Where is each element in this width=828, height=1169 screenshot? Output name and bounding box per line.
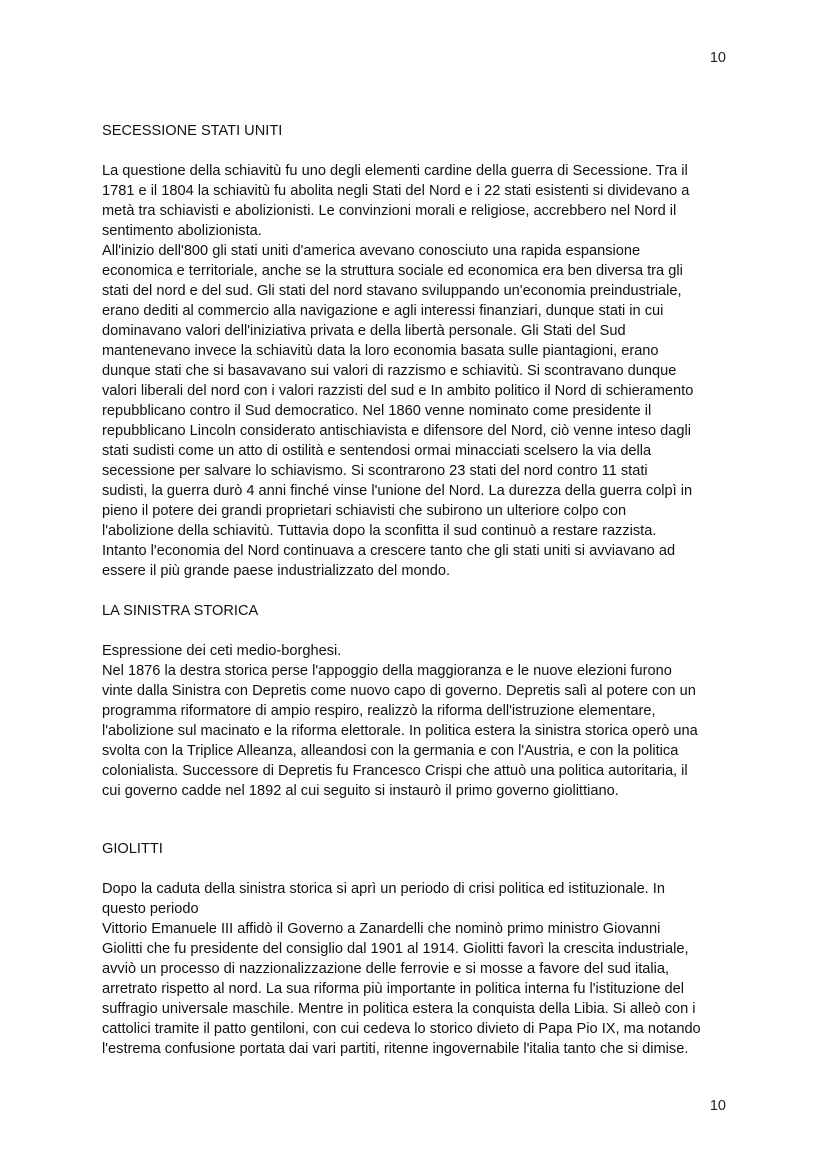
text-line: l'abolizione della schiavitù. Tuttavia dopo la sconfitta il sud continuò a restare razzista. bbox=[102, 523, 657, 539]
section-heading: SECESSIONE STATI UNITI bbox=[102, 123, 283, 139]
text-line: La questione della schiavitù fu uno degli elementi cardine della guerra di Secessione. Tra il bbox=[102, 163, 688, 179]
text-line: Giolitti che fu presidente del consiglio dal 1901 al 1914. Giolitti favorì la crescita industriale, bbox=[102, 941, 689, 957]
text-line: questo periodo bbox=[102, 901, 199, 917]
text-line: valori liberali del nord con i valori razzisti del sud e In ambito politico il Nord di schieramento bbox=[102, 383, 694, 399]
page-number-bottom: 10 bbox=[709, 1098, 726, 1114]
text-line: cattolici tramite il patto gentiloni, con cui cedeva lo storico divieto di Papa Pio IX, ma notando bbox=[102, 1021, 701, 1037]
text-line: suffragio universale maschile. Mentre in politica estera la conquista della Libia. Si alleò con i bbox=[102, 1001, 696, 1017]
text-line: dominavano valori dell'iniziativa privata e della libertà personale. Gli Stati del Sud bbox=[102, 323, 626, 339]
text-line: avviò un processo di nazzionalizzazione delle ferrovie e si mosse a favore del sud italia, bbox=[102, 961, 670, 977]
text-line: essere il più grande paese industrializzato del mondo. bbox=[102, 563, 451, 579]
text-line: dunque stati che si basavavano sui valori di razzismo e schiavitù. Si scontravano dunque bbox=[102, 363, 677, 379]
page-number-top: 10 bbox=[709, 50, 726, 66]
text-line: stati sudisti come un atto di ostilità e sentendosi ormai minacciati scelsero la via della bbox=[102, 443, 652, 459]
text-line: repubblicano contro il Sud democratico. Nel 1860 venne nominato come presidente il bbox=[102, 403, 652, 419]
section-heading: GIOLITTI bbox=[102, 841, 163, 857]
paragraph bbox=[102, 161, 742, 241]
text-line: l'estrema confusione portata dai vari partiti, ritenne ingovernabile l'italia tanto che si dimise. bbox=[102, 1041, 689, 1057]
text-line: Vittorio Emanuele III affidò il Governo a Zanardelli che nominò primo ministro Giovanni bbox=[102, 921, 661, 937]
text-line: mantenevano invece la schiavitù data la loro economia basata sulle piantagioni, erano bbox=[102, 343, 659, 359]
text-line: Dopo la caduta della sinistra storica si aprì un periodo di crisi politica ed istituzionale. In bbox=[102, 881, 665, 897]
section-secessione bbox=[102, 121, 742, 581]
text-line: stati del nord e del sud. Gli stati del nord stavano sviluppando un'economia preindustriale, bbox=[102, 283, 682, 299]
text-line: programma riformatore di ampio respiro, realizzò la riforma dell'istruzione elementare, bbox=[102, 703, 656, 719]
text-line: metà tra schiavisti e abolizionisti. Le convinzioni morali e religiose, accrebbero nel Nord il bbox=[102, 203, 677, 219]
text-line: All'inizio dell'800 gli stati uniti d'america avevano conosciuto una rapida espansione bbox=[102, 243, 641, 259]
section-sinistra-storica bbox=[102, 601, 742, 801]
paragraph bbox=[102, 241, 742, 581]
text-line: colonialista. Successore di Depretis fu Francesco Crispi che attuò una politica autoritaria, il bbox=[102, 763, 688, 779]
text-line: pieno il potere dei grandi proprietari schiavisti che subirono un ulteriore colpo con bbox=[102, 503, 627, 519]
paragraph bbox=[102, 641, 742, 801]
text-line: Nel 1876 la destra storica perse l'appoggio della maggioranza e le nuove elezioni furono bbox=[102, 663, 672, 679]
document-body bbox=[102, 121, 742, 1059]
text-line: Espressione dei ceti medio-borghesi. bbox=[102, 643, 342, 659]
text-line: l'abolizione sul macinato e la riforma elettorale. In politica estera la sinistra storica operò una bbox=[102, 723, 698, 739]
paragraph bbox=[102, 879, 742, 1059]
text-line: 1781 e il 1804 la schiavitù fu abolita negli Stati del Nord e i 22 stati esistenti si dividevano a bbox=[102, 183, 690, 199]
text-line: sentimento abolizionista. bbox=[102, 223, 262, 239]
text-line: svolta con la Triplice Alleanza, alleandosi con la germania e con l'Austria, e con la politica bbox=[102, 743, 679, 759]
text-line: secessione per salvare lo schiavismo. Si scontrarono 23 stati del nord contro 11 stati bbox=[102, 463, 648, 479]
text-line: vinte dalla Sinistra con Depretis come nuovo capo di governo. Depretis salì al potere con un bbox=[102, 683, 696, 699]
text-line: cui governo cadde nel 1892 al cui seguito si instaurò il primo governo giolittiano. bbox=[102, 783, 619, 799]
text-line: economica e territoriale, anche se la struttura sociale ed economica era ben diversa tra gli bbox=[102, 263, 683, 279]
section-heading: LA SINISTRA STORICA bbox=[102, 603, 259, 619]
text-line: sudisti, la guerra durò 4 anni finché vinse l'unione del Nord. La durezza della guerra colpì in bbox=[102, 483, 693, 499]
text-line: arretrato rispetto al nord. La sua riforma più importante in politica interna fu l'istituzione del bbox=[102, 981, 684, 997]
text-line: repubblicano Lincoln considerato antischiavista e difensore del Nord, ciò venne inteso dagli bbox=[102, 423, 691, 439]
section-giolitti bbox=[102, 839, 742, 1059]
text-line: Intanto l'economia del Nord continuava a crescere tanto che gli stati uniti si avviavano ad bbox=[102, 543, 676, 559]
text-line: erano dediti al commercio alla navigazione e agli interessi finanziari, dunque stati in cui bbox=[102, 303, 664, 319]
